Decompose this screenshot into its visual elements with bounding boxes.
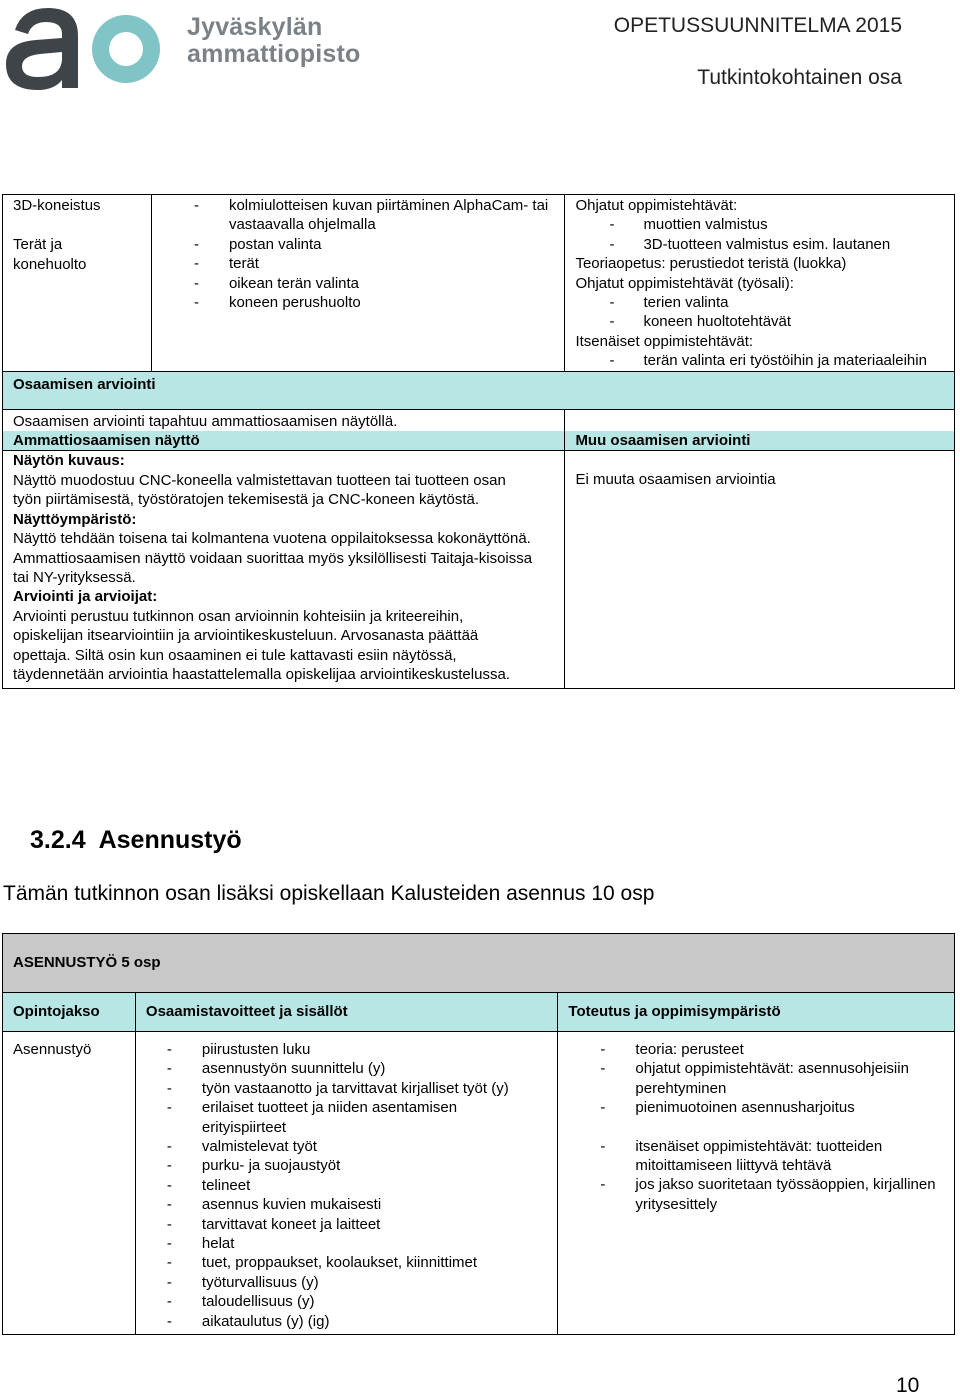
assessment-header: Osaamisen arviointi (13, 375, 156, 393)
section-number: 3.2.4 (30, 826, 86, 854)
list-item: - purku- ja suojaustyöt (167, 1156, 558, 1175)
asennustyo-table (2, 933, 955, 1335)
col-header-tavoitteet: Osaamistavoitteet ja sisällöt (145, 1003, 348, 1021)
section-intro: Tämän tutkinnon osan lisäksi opiskellaan Kalusteiden asennus 10 osp (3, 882, 655, 905)
list-item: - postan valinta (194, 235, 565, 254)
impl-heading-3d: Ohjatut oppimistehtävät: (575, 197, 738, 214)
other-assessment-cell (565, 451, 955, 689)
list-item: - terän valinta eri työstöihin ja materiaaleihin (609, 351, 954, 370)
list-item: - terät (194, 254, 565, 273)
col-header-cell (3, 993, 136, 1032)
impl-list-3d (609, 215, 954, 254)
doc-title: OPETUSSUUNNITELMA 2015 (613, 14, 902, 37)
list-item: - telineet (167, 1176, 558, 1195)
impl-line-independent: Itsenäiset oppimistehtävät: (575, 332, 754, 350)
goals-list (167, 1040, 558, 1331)
eval-text: Arviointi perustuu tutkinnon osan arvioinnin kohteisiin ja kriteereihin, opiskelijan itsearviointiin ja arviointikeskusteluun. Arvosanasta päättää opettaja. Siltä osin kun osaaminen ei tule kattavasti esiin näytössä, täydennetään arviointia haastattelemalla opiskelijaa arviointikeskustelussa. (13, 607, 510, 683)
row-label-asennustyo: Asennustyö (13, 1041, 92, 1058)
impl-list-b (600, 1137, 946, 1215)
doc-subtitle: Tutkintokohtainen osa (697, 66, 902, 89)
other-assessment-title: Muu osaamisen arviointi (575, 432, 751, 450)
goals-list-3d (194, 196, 565, 254)
page-number: 10 (896, 1374, 920, 1397)
row-label-cell (3, 1032, 136, 1335)
impl-line-guided: Ohjatut oppimistehtävät (työsali): (575, 274, 794, 292)
logo-line1: Jyväskylän (187, 13, 323, 41)
table-row (3, 195, 955, 372)
impl-list-guided (609, 293, 954, 332)
list-item: - asennustyön suunnittelu (y) (167, 1059, 558, 1078)
section-title: Asennustyö (98, 826, 242, 854)
logo-wordmark (187, 14, 360, 68)
assessment-note-cell (3, 409, 565, 431)
list-item: - valmistelevat työt (167, 1137, 558, 1156)
env-text: Näyttö tehdään toisena tai kolmantena vuotena oppilaitoksessa kokonäyttönä. Ammattiosaamisen näyttö voidaan suorittaa myös yksilöllisesti Taitaja-kisoissa tai NY-yrityksessä. (13, 530, 533, 586)
demo-desc: Näyttö muodostuu CNC-koneella valmistettavan tuotteen tai tuotteen osan työn piirtämisestä, työstöratojen tekemisestä ja CNC-koneen käytöstä. (13, 471, 506, 509)
curriculum-table-continued (2, 194, 955, 689)
col-header-cell (558, 993, 955, 1032)
logo-line2: ammattiopisto (187, 40, 361, 68)
assessment-header-cell (3, 371, 955, 409)
list-item: - piirustusten luku (167, 1040, 558, 1059)
demo-title-cell (3, 431, 565, 451)
eval-label: Arviointi ja arvioijat: (13, 588, 158, 606)
list-item: - itsenäiset oppimistehtävät: tuotteiden mitoittamiseen liittyvä tehtävä (600, 1137, 946, 1176)
impl-cell (558, 1032, 955, 1335)
list-item: - työturvallisuus (y) (167, 1273, 558, 1292)
list-item: - teoria: perusteet (600, 1040, 946, 1059)
other-title-cell (565, 431, 955, 451)
list-item: - oikean terän valinta (194, 274, 565, 293)
goals-cell (135, 1032, 558, 1335)
list-item: - 3D-tuotteen valmistus esim. lautanen (609, 235, 954, 254)
module-title: ASENNUSTYÖ 5 osp (13, 954, 161, 972)
list-item: - työn vastaanotto ja tarvittavat kirjalliset työt (y) (167, 1079, 558, 1098)
list-item: - muottien valmistus (609, 215, 954, 234)
table-row (3, 1032, 955, 1335)
list-item: - aikataulutus (y) (ig) (167, 1312, 558, 1331)
list-item: - helat (167, 1234, 558, 1253)
col-header-cell (135, 993, 558, 1032)
impl-list-independent (609, 351, 954, 370)
col-header-toteutus: Toteutus ja oppimisympäristö (568, 1003, 781, 1021)
list-item: - erilaiset tuotteet ja niiden asentamisen erityispiirteet (167, 1098, 558, 1137)
env-label: Näyttöympäristö: (13, 510, 137, 528)
list-item: - tuet, proppaukset, koolaukset, kiinnittimet (167, 1253, 558, 1272)
list-item: - jos jakso suoritetaan työssäoppien, kirjallinen yritysesittely (600, 1175, 946, 1214)
list-item: - taloudellisuus (y) (167, 1292, 558, 1311)
list-item: - kolmiulotteisen kuvan piirtäminen AlphaCam- tai vastaavalla ohjelmalla (194, 196, 565, 235)
list-item: - asennus kuvien mukaisesti (167, 1195, 558, 1214)
list-item: - koneen perushuolto (194, 293, 565, 312)
other-assessment-text: Ei muuta osaamisen arviointia (575, 471, 776, 489)
col-header-opintojakso: Opintojakso (13, 1003, 100, 1021)
impl-line-theory: Teoriaopetus: perustiedot teristä (luokka) (575, 255, 847, 273)
assessment-note: Osaamisen arviointi tapahtuu ammattiosaamisen näytöllä. (13, 412, 398, 430)
list-item: - ohjatut oppimistehtävät: asennusohjeisiin perehtyminen (600, 1059, 946, 1098)
list-item: - terien valinta (609, 293, 954, 312)
row-label-terat: Terät ja konehuolto (13, 236, 87, 273)
demo-details-cell (3, 451, 565, 689)
row-label-3d: 3D-koneistus (13, 197, 101, 214)
list-item: - pienimuotoinen asennusharjoitus (600, 1098, 946, 1117)
list-item: - tarvittavat koneet ja laitteet (167, 1215, 558, 1234)
section-heading (30, 826, 242, 855)
goals-list-terat (194, 254, 565, 312)
module-title-cell (3, 934, 955, 993)
impl-list-a (600, 1040, 946, 1118)
list-item: - koneen huoltotehtävät (609, 312, 954, 331)
demo-desc-label: Näytön kuvaus: (13, 452, 125, 470)
demo-title: Ammattiosaamisen näyttö (13, 432, 200, 450)
logo-ao-icon (0, 0, 175, 95)
